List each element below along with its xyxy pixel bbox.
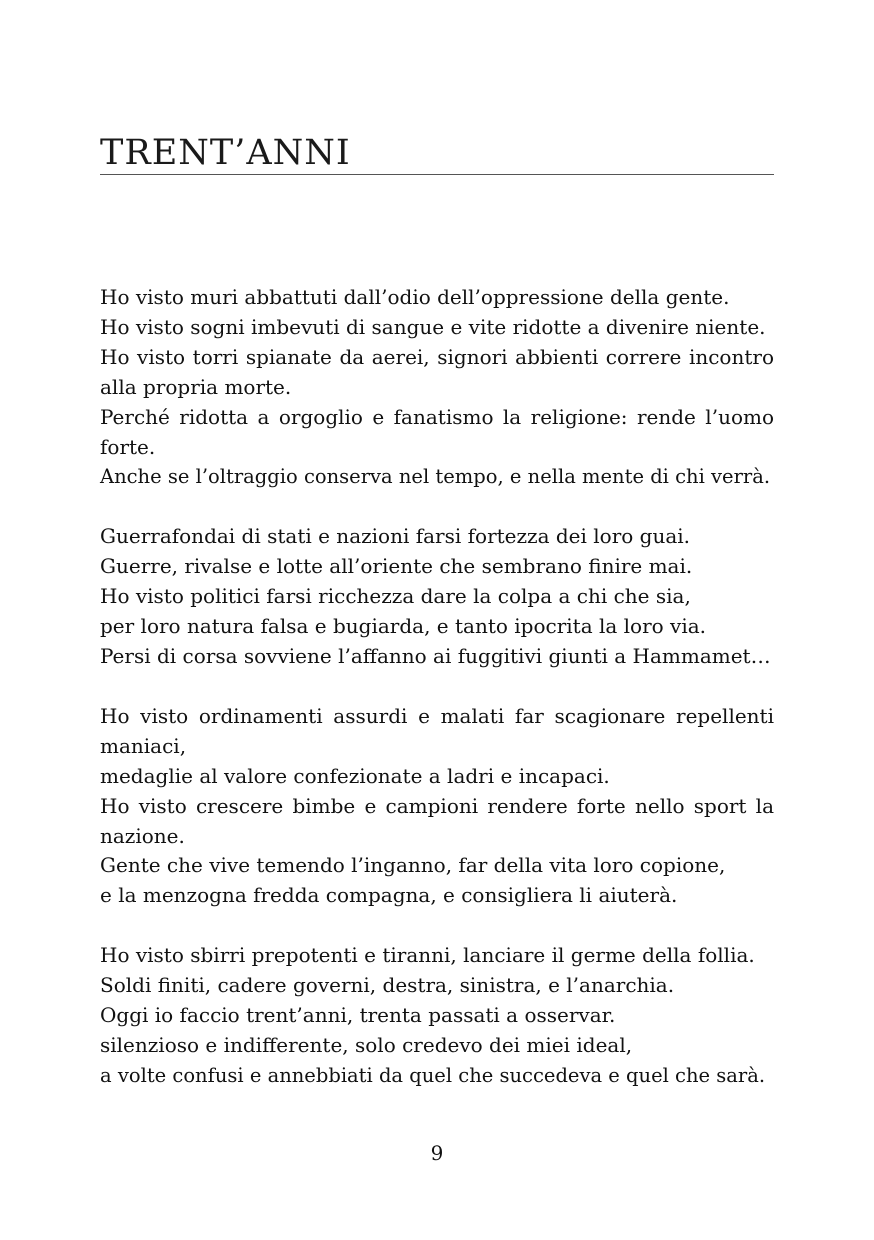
stanza-1 [100,283,774,492]
title-underline [100,174,774,175]
poem-line: Gente che vive temendo l’inganno, far della vita loro copione, [100,853,726,878]
stanza-4 [100,941,774,1091]
poem-line: silenzioso e indifferente, solo credevo dei miei ideal, [100,1032,633,1057]
poem-line: Ho visto torri spianate da aerei, signori abbienti correre incontro alla propria morte. [100,344,774,399]
poem-line: Ho visto politici farsi ricchezza dare la colpa a chi che sia, [100,584,691,609]
poem-line: Oggi io faccio trent’anni, trenta passati a osservar. [100,1003,616,1028]
poem-line: e la menzogna fredda compagna, e consigliera li aiuterà. [100,883,678,908]
stanza-2 [100,522,774,672]
stanza-3 [100,702,774,911]
poem-line: Ho visto crescere bimbe e campioni rendere forte nello sport la nazione. [100,793,774,848]
poem-line: Ho visto sbirri prepotenti e tiranni, lanciare il germe della follia. [100,943,755,968]
poem-line: Ho visto sogni imbevuti di sangue e vite ridotte a divenire niente. [100,314,766,339]
poem-line: Ho visto muri abbattuti dall’odio dell’oppressione della gente. [100,285,730,309]
poem-line: Soldi finiti, cadere governi, destra, sinistra, e l’anarchia. [100,973,675,998]
poem-line: Ho visto ordinamenti assurdi e malati far scagionare repellenti maniaci, [100,703,774,758]
poem-line: a volte confusi e annebbiati da quel che succedeva e quel che sarà. [100,1063,766,1087]
poem-line: Guerrafondai di stati e nazioni farsi fortezza dei loro guai. [100,524,691,549]
poem-line: Perché ridotta a orgoglio e fanatismo la religione: rende l’uomo forte. [100,404,774,459]
poem-line: medaglie al valore confezionate a ladri e incapaci. [100,763,610,788]
poem-line: Anche se l’oltraggio conserva nel tempo, e nella mente di chi verrà. [100,465,771,489]
poem-body [100,283,774,1121]
page-number: 9 [430,1141,444,1165]
poem-line: Persi di corsa sovviene l’affanno ai fuggitivi giunti a Hammamet… [100,643,771,668]
poem-line: Guerre, rivalse e lotte all’oriente che sembrano finire mai. [100,554,693,579]
poem-line: per loro natura falsa e bugiarda, e tanto ipocrita la loro via. [100,614,707,639]
poem-title: TRENT’ANNI [100,133,351,173]
